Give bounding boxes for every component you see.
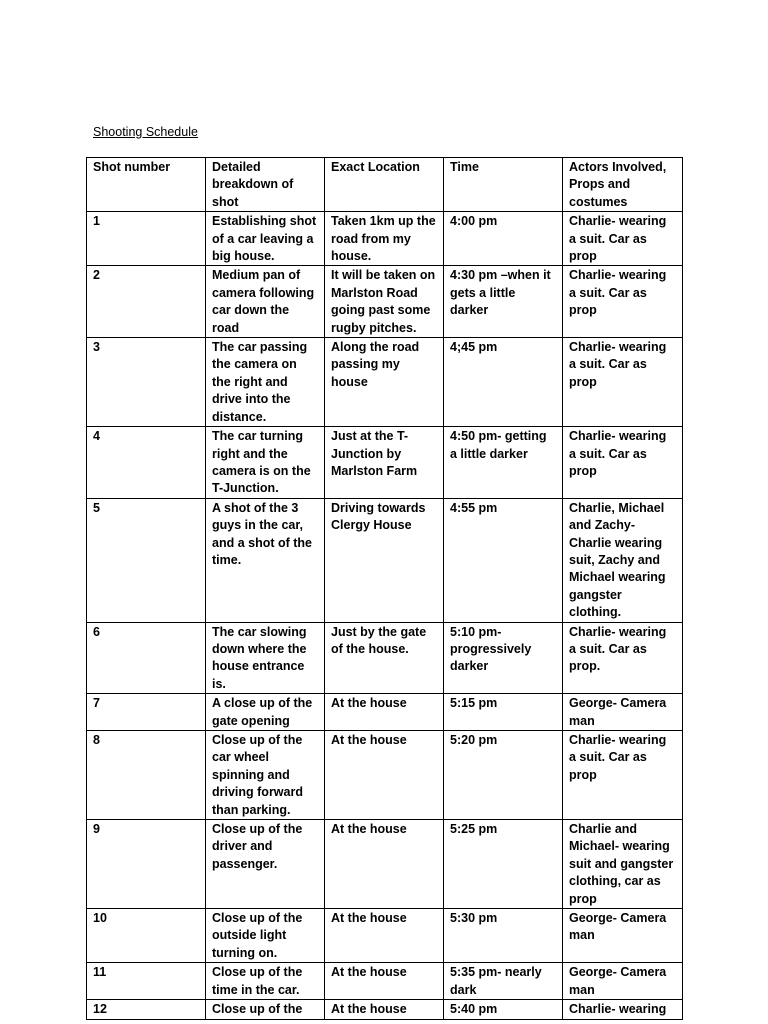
cell-actors: George- Camera man <box>563 963 683 1000</box>
cell-time: 5:10 pm- progressively darker <box>444 622 563 694</box>
cell-location: At the house <box>325 820 444 909</box>
table-row <box>87 498 683 622</box>
cell-shot: 4 <box>87 427 206 499</box>
cell-actors: Charlie- wearing <box>563 1000 683 1019</box>
cell-breakdown: A close up of the gate opening <box>206 694 325 731</box>
table-row <box>87 1000 683 1019</box>
header-location: Exact Location <box>325 158 444 212</box>
cell-breakdown: Close up of the car wheel spinning and driving forward than parking. <box>206 731 325 820</box>
cell-location: Driving towards Clergy House <box>325 498 444 622</box>
cell-time: 4;45 pm <box>444 338 563 427</box>
cell-time: 5:40 pm <box>444 1000 563 1019</box>
table-row <box>87 731 683 820</box>
cell-shot: 11 <box>87 963 206 1000</box>
header-breakdown: Detailed breakdown of shot <box>206 158 325 212</box>
cell-location: Just by the gate of the house. <box>325 622 444 694</box>
shooting-schedule-table <box>86 157 683 1020</box>
cell-time: 5:20 pm <box>444 731 563 820</box>
cell-shot: 12 <box>87 1000 206 1019</box>
cell-location: At the house <box>325 694 444 731</box>
cell-breakdown: The car slowing down where the house entrance is. <box>206 622 325 694</box>
cell-breakdown: Close up of the <box>206 1000 325 1019</box>
cell-time: 5:30 pm <box>444 909 563 963</box>
cell-breakdown: The car passing the camera on the right and drive into the distance. <box>206 338 325 427</box>
cell-location: Just at the T-Junction by Marlston Farm <box>325 427 444 499</box>
cell-location: It will be taken on Marlston Road going past some rugby pitches. <box>325 266 444 338</box>
cell-shot: 7 <box>87 694 206 731</box>
cell-time: 4:55 pm <box>444 498 563 622</box>
cell-breakdown: Close up of the outside light turning on. <box>206 909 325 963</box>
cell-breakdown: Establishing shot of a car leaving a big house. <box>206 212 325 266</box>
cell-time: 5:25 pm <box>444 820 563 909</box>
cell-location: Along the road passing my house <box>325 338 444 427</box>
table-row <box>87 963 683 1000</box>
cell-time: 4:50 pm- getting a little darker <box>444 427 563 499</box>
cell-actors: George- Camera man <box>563 694 683 731</box>
table-row <box>87 694 683 731</box>
cell-breakdown: Medium pan of camera following car down the road <box>206 266 325 338</box>
cell-shot: 6 <box>87 622 206 694</box>
cell-shot: 3 <box>87 338 206 427</box>
cell-location: Taken 1km up the road from my house. <box>325 212 444 266</box>
cell-location: At the house <box>325 963 444 1000</box>
header-shot-number: Shot number <box>87 158 206 212</box>
cell-actors: Charlie- wearing a suit. Car as prop <box>563 338 683 427</box>
cell-location: At the house <box>325 731 444 820</box>
table-row <box>87 266 683 338</box>
cell-actors: Charlie- wearing a suit. Car as prop <box>563 427 683 499</box>
cell-breakdown: A shot of the 3 guys in the car, and a shot of the time. <box>206 498 325 622</box>
cell-location: At the house <box>325 1000 444 1019</box>
document-title: Shooting Schedule <box>93 125 198 139</box>
cell-shot: 9 <box>87 820 206 909</box>
cell-actors: Charlie- wearing a suit. Car as prop <box>563 731 683 820</box>
cell-time: 4:00 pm <box>444 212 563 266</box>
cell-shot: 8 <box>87 731 206 820</box>
cell-actors: Charlie- wearing a suit. Car as prop. <box>563 622 683 694</box>
table-row <box>87 622 683 694</box>
table-row <box>87 212 683 266</box>
cell-time: 5:15 pm <box>444 694 563 731</box>
cell-shot: 2 <box>87 266 206 338</box>
cell-actors: Charlie- wearing a suit. Car as prop <box>563 266 683 338</box>
cell-location: At the house <box>325 909 444 963</box>
cell-actors: Charlie- wearing a suit. Car as prop <box>563 212 683 266</box>
cell-actors: George- Camera man <box>563 909 683 963</box>
table-header-row <box>87 158 683 212</box>
cell-breakdown: The car turning right and the camera is on the T-Junction. <box>206 427 325 499</box>
cell-shot: 10 <box>87 909 206 963</box>
cell-time: 5:35 pm- nearly dark <box>444 963 563 1000</box>
cell-breakdown: Close up of the driver and passenger. <box>206 820 325 909</box>
cell-actors: Charlie, Michael and Zachy- Charlie wearing suit, Zachy and Michael wearing gangster clothing. <box>563 498 683 622</box>
table-row <box>87 427 683 499</box>
cell-time: 4:30 pm –when it gets a little darker <box>444 266 563 338</box>
cell-actors: Charlie and Michael- wearing suit and gangster clothing, car as prop <box>563 820 683 909</box>
table-row <box>87 820 683 909</box>
header-time: Time <box>444 158 563 212</box>
table-row <box>87 909 683 963</box>
cell-shot: 5 <box>87 498 206 622</box>
header-actors: Actors Involved, Props and costumes <box>563 158 683 212</box>
table-row <box>87 338 683 427</box>
cell-breakdown: Close up of the time in the car. <box>206 963 325 1000</box>
cell-shot: 1 <box>87 212 206 266</box>
table-body <box>87 212 683 1019</box>
